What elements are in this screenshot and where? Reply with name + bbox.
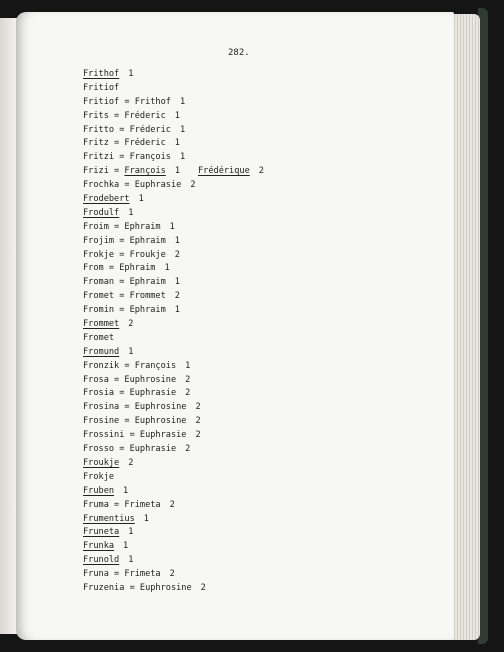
entry-count: 1 — [179, 124, 186, 135]
entry-name: Frosso = Euphrasie — [83, 444, 177, 455]
index-entry — [83, 526, 264, 540]
entry-count: 2 — [195, 402, 201, 413]
entry-name: Fritz = Fréderic — [83, 138, 166, 149]
index-entry — [83, 235, 264, 249]
entry-name: Frosia = Euphrasie — [83, 388, 177, 399]
index-entry — [83, 207, 264, 221]
entry-count: 2 — [128, 319, 134, 330]
index-entry — [83, 443, 264, 457]
index-entry — [83, 457, 264, 471]
entry-count: 1 — [174, 166, 180, 177]
index-entry — [83, 249, 264, 263]
entry-name: Fromund — [83, 346, 120, 357]
index-entry — [83, 96, 264, 110]
entry-count: 2 — [195, 416, 201, 427]
index-entry — [83, 485, 264, 499]
index-entry — [83, 193, 264, 207]
index-entry — [83, 401, 264, 415]
entry-count: 1 — [123, 485, 129, 496]
entry-count: 1 — [128, 527, 134, 538]
index-entry — [83, 415, 264, 429]
entry-name: Frumentius — [83, 513, 135, 524]
index-entry — [83, 290, 264, 304]
entry-count: 1 — [174, 235, 180, 246]
entry-count: 2 — [169, 569, 175, 580]
index-entry — [83, 179, 264, 193]
entry-count: 2 — [128, 457, 134, 468]
index-entry — [83, 318, 264, 332]
entry-name: Fruma = Frimeta — [83, 499, 161, 510]
index-entry — [83, 304, 264, 318]
index-entry — [83, 471, 264, 485]
entry-count: 1 — [179, 152, 186, 163]
index-entry — [83, 262, 264, 276]
page-number: 282. — [228, 48, 250, 58]
entry-count: 2 — [185, 388, 191, 399]
entry-name: François — [124, 166, 166, 177]
entry-count: 1 — [128, 207, 134, 218]
entry-count: 2 — [185, 374, 191, 385]
entry-name: Froman = Ephraim — [83, 277, 166, 288]
entry-name: Frodulf — [83, 207, 120, 218]
name-index-list — [83, 68, 264, 596]
entry-name: Frunka — [83, 541, 115, 552]
entry-count: 1 — [174, 138, 180, 149]
entry-name: Fromet — [83, 332, 115, 343]
entry-name: Frokje = Froukje — [83, 249, 166, 260]
entry-name: Fruzenia = Euphrosine — [83, 582, 192, 593]
index-entry — [83, 332, 264, 346]
entry-count: 1 — [164, 263, 170, 274]
entry-name: Fronzik = François — [83, 360, 177, 371]
index-entry — [83, 554, 264, 568]
index-entry — [83, 137, 264, 151]
index-entry — [83, 499, 264, 513]
index-entry — [83, 513, 264, 527]
index-entry — [83, 346, 264, 360]
index-entry — [83, 429, 264, 443]
entry-count: 2 — [169, 499, 175, 510]
entry-name: Frunold — [83, 555, 120, 566]
entry-name: Fruna = Frimeta — [83, 569, 161, 580]
index-entry — [83, 387, 264, 401]
entry-name: Frodebert — [83, 194, 130, 205]
entry-name: Frithof — [83, 69, 120, 79]
entry-name: Frommet — [83, 319, 120, 330]
entry-count: 1 — [128, 555, 134, 566]
entry-alt-name: Frédérique — [198, 166, 250, 177]
entry-count: 2 — [174, 291, 180, 302]
entry-count: 1 — [138, 194, 144, 205]
entry-count: 1 — [128, 69, 134, 79]
entry-count: 1 — [174, 277, 180, 288]
index-entry — [83, 151, 264, 165]
entry-name: Frokje — [83, 471, 115, 482]
index-entry — [83, 165, 264, 179]
entry-count: 1 — [123, 541, 129, 552]
entry-name: Fritiof — [83, 82, 120, 93]
entry-count: 1 — [174, 110, 180, 121]
entry-name: Fromet = Frommet — [83, 291, 166, 302]
entry-count: 1 — [143, 513, 149, 524]
entry-name: Frits = Fréderic — [83, 110, 166, 121]
entry-count: 2 — [185, 444, 191, 455]
entry-name: Frossini = Euphrasie — [83, 430, 187, 441]
entry-count: 1 — [174, 305, 180, 316]
entry-count: 1 — [179, 96, 186, 107]
index-entry — [83, 110, 264, 124]
entry-count: 2 — [190, 180, 196, 191]
entry-name: Frojim = Ephraim — [83, 235, 166, 246]
entry-name: From = Ephraim — [83, 263, 156, 274]
index-entry — [83, 582, 264, 596]
entry-name: Frosina = Euphrosine — [83, 402, 187, 413]
entry-name: Froukje — [83, 457, 120, 468]
entry-name: Frochka = Euphrasie — [83, 180, 182, 191]
index-entry — [83, 374, 264, 388]
entry-name: Fritzi = François — [83, 152, 171, 163]
index-entry — [83, 540, 264, 554]
entry-name: Frosa = Euphrosine — [83, 374, 177, 385]
index-entry — [83, 221, 264, 235]
entry-name: Froim = Ephraim — [83, 221, 161, 232]
entry-alt-count: 2 — [258, 166, 264, 177]
entry-name: Frosine = Euphrosine — [83, 416, 187, 427]
entry-name: Fritiof = Frithof — [83, 96, 171, 107]
entry-count: 1 — [185, 360, 191, 371]
entry-count: 1 — [169, 221, 175, 232]
index-entry — [83, 360, 264, 374]
entry-name: Fruneta — [83, 527, 120, 538]
entry-count: 1 — [128, 346, 134, 357]
index-entry — [83, 276, 264, 290]
index-entry — [83, 82, 264, 96]
entry-name: Fruben — [83, 485, 115, 496]
index-entry — [83, 568, 264, 582]
entry-count: 2 — [200, 582, 206, 593]
entry-name: Fritto = Fréderic — [83, 124, 171, 135]
index-entry — [83, 124, 264, 138]
entry-count: 2 — [195, 430, 201, 441]
entry-prefix: Frizi = — [83, 166, 125, 177]
index-entry — [83, 68, 264, 82]
entry-name: Fromin = Ephraim — [83, 305, 166, 316]
entry-count: 2 — [174, 249, 180, 260]
